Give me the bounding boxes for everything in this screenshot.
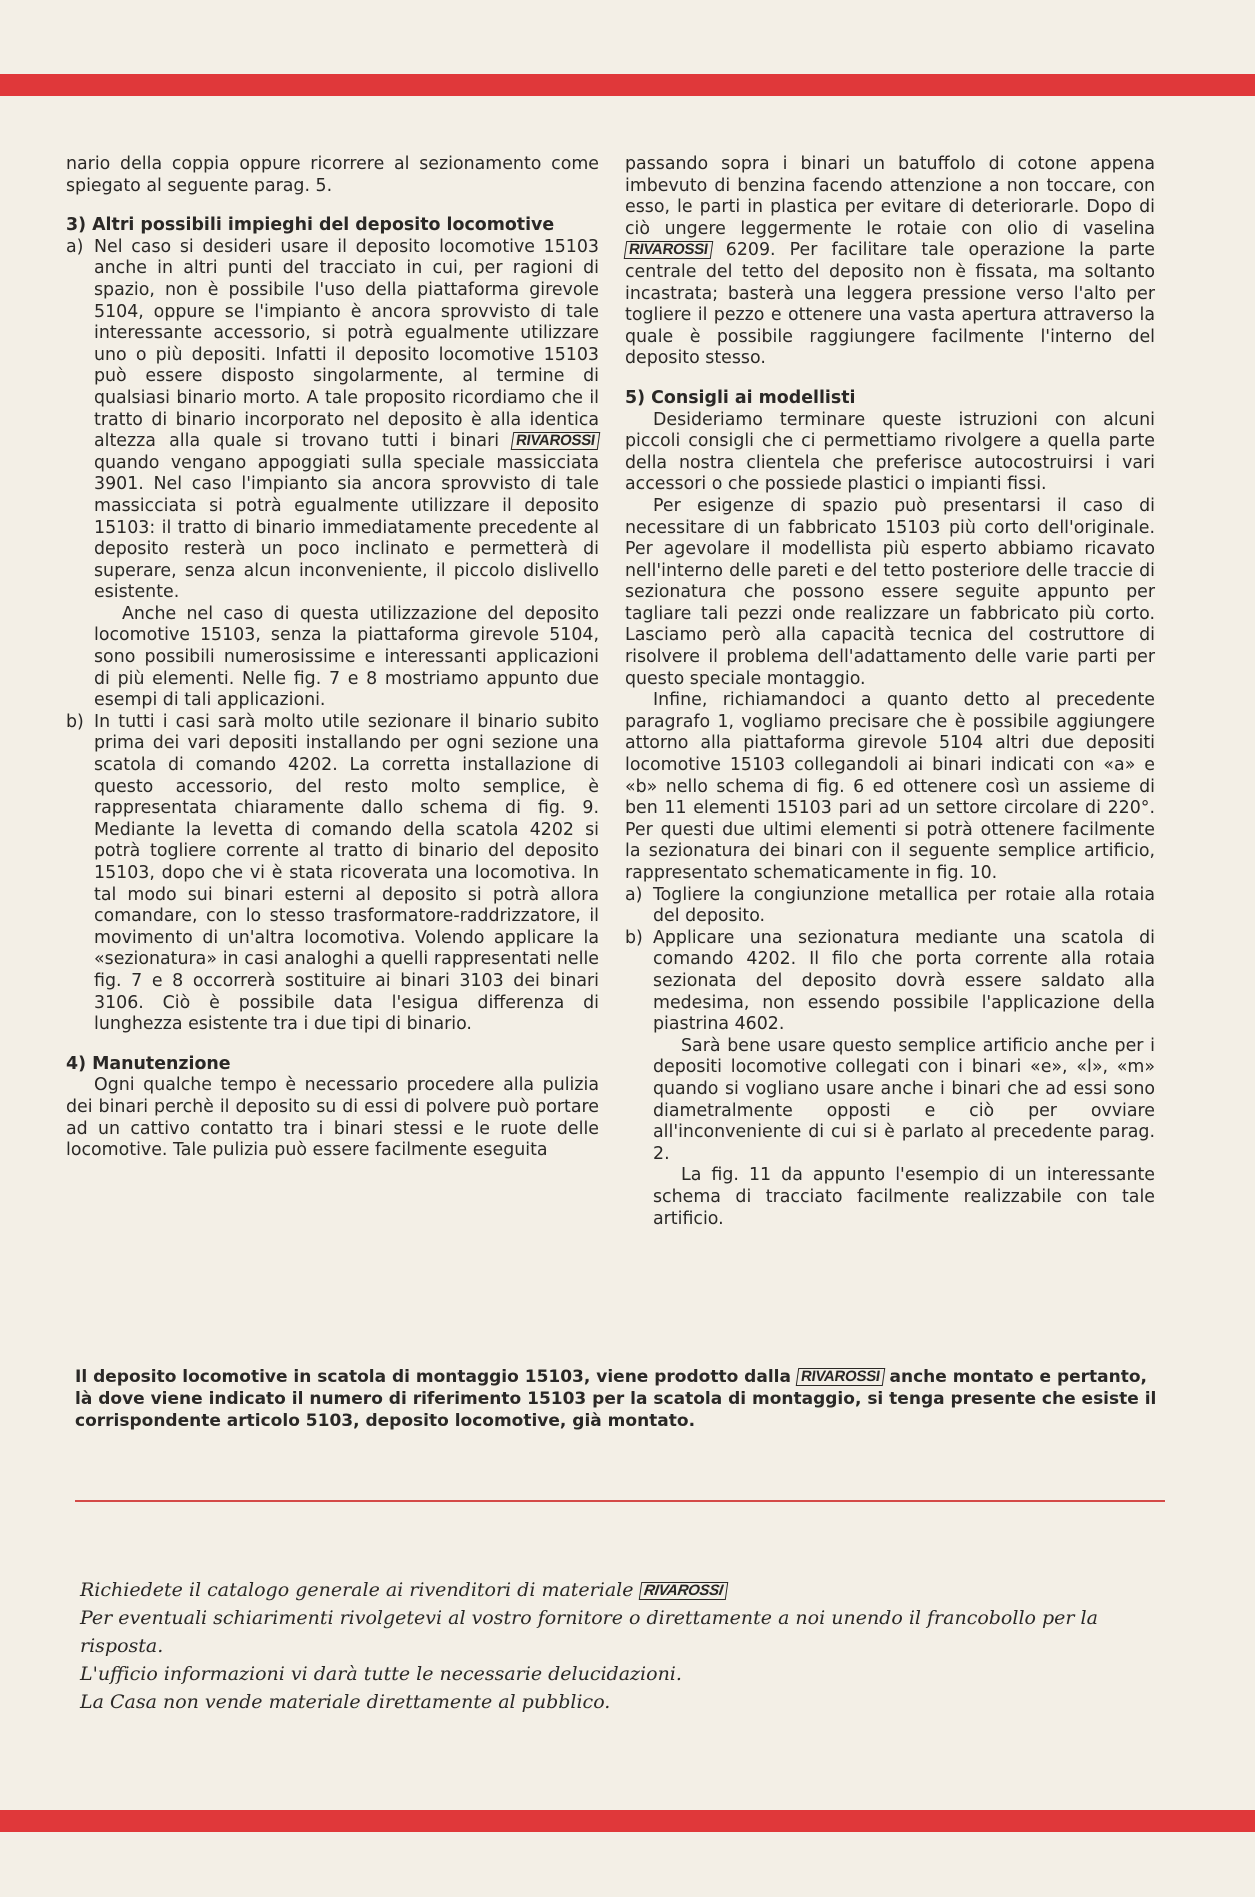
section-4-continued: passando sopra i binari un batuffolo di cotone appena imbevuto di benzina facendo attenzione a non toccare, con esso, le parti in plastica per evitare di deteriorarle. Dopo di ciò ungere leggermente le rotaie con olio di vaselina RIVAROSSI 6209. Per facilitare tale operazione la parte centrale del tetto del deposito non è fissata, ma soltanto incastrata; basterà una leggera pressione verso l'alto per togliere il pezzo e ottenere una vasta apertura attraverso la quale è possibile raggiungere facilmente l'interno del deposito stesso. xyxy=(625,154,1155,369)
rivarossi-logo: RIVAROSSI xyxy=(511,432,600,450)
item-b-marker: b) xyxy=(625,927,643,948)
right-column xyxy=(625,154,1155,1230)
top-red-band xyxy=(0,74,1255,96)
rivarossi-logo: RIVAROSSI xyxy=(624,241,713,259)
left-column xyxy=(66,154,599,1162)
footer-line-4: La Casa non vende materiale direttamente al pubblico. xyxy=(80,1691,611,1713)
section-3-item-b-text: In tutti i casi sarà molto utile sezionare il binario subito prima dei vari depositi installando per ogni sezione una scatola di comando 4202. La corretta installazione di questo accessorio, del resto molto semplice, è rappresentata chiaramente dallo schema di fig. 9. Mediante la levetta di comando della scatola 4202 si potrà togliere corrente al tratto di binario del deposito 15103, dopo che vi è stata ricoverata una locomotiva. In tal modo sui binari esterni al deposito si potrà allora comandare, con lo stesso trasformatore-raddrizzatore, il movimento di un'altra locomotiva. Volendo applicare la «sezionatura» in casi analoghi a quelli rappresentati nelle fig. 7 e 8 occorrerà sostituire ai binari 3103 dei binari 3106. Ciò è possibile data l'esigua differenza di lunghezza esistente tra i due tipi di binario. xyxy=(94,711,599,1035)
rivarossi-logo: RIVAROSSI xyxy=(796,1368,885,1386)
section-5-para5: La fig. 11 da appunto l'esempio di un interessante schema di tracciato facilmente realizzabile con tale artificio. xyxy=(653,1165,1155,1229)
section-5-para4: Sarà bene usare questo semplice artificio anche per i depositi locomotive collegati con i binari «e», «l», «m» quando si vogliano usare anche i binari che ad essi sono diametralmente opposti e ciò per ovviare all'inconveniente di cui si è parlato al precedente parag. 2. xyxy=(653,1035,1155,1164)
item-a-marker: a) xyxy=(66,236,84,257)
section-5-para2: Per esigenze di spazio può presentarsi il caso di necessitare di un fabbricato 15103 più corto dell'originale. Per agevolare il modellista più esperto abbiamo ricavato nell'interno delle pareti e del tetto posteriore delle traccie di sezionatura che possono essere seguite appunto per tagliare tali pezzi onde realizzare un fabbricato più corto. Lasciamo però alla capacità tecnica del costruttore di risolvere il problema dell'adattamento delle varie parti per questo speciale montaggio. xyxy=(625,495,1155,689)
rivarossi-logo: RIVAROSSI xyxy=(638,1582,727,1600)
footer-line-3: L'ufficio informazioni vi darà tutte le necessarie delucidazioni. xyxy=(80,1663,682,1685)
section-5-indented-block xyxy=(625,1036,1155,1230)
section-4-text: Ogni qualche tempo è necessario procedere alla pulizia dei binari perchè il deposito su di essi di polvere può portare ad un cattivo contatto tra i binari stessi e le ruote delle locomotive. Tale pulizia può essere facilmente eseguita xyxy=(66,1075,599,1161)
section-3-heading: 3) Altri possibili impieghi del deposito locomotive xyxy=(66,215,555,236)
bold-note: Il deposito locomotive in scatola di montaggio 15103, viene prodotto dalla RIVAROSSI anche montato e pertanto, là dove viene indicato il numero di riferimento 15103 per la scatola di montaggio, si tenga presente che esiste il corrispondente articolo 5103, deposito locomotive, già montato. xyxy=(75,1367,1157,1431)
intro-tail: nario della coppia oppure ricorrere al sezionamento come spiegato al seguente parag. 5. xyxy=(66,154,599,196)
section-5-para3: Infine, richiamandoci a quanto detto al precedente paragrafo 1, vogliamo precisare che è possibile aggiungere attorno alla piattaforma girevole 5104 altri due depositi locomotive 15103 collegandoli ai binari indicati con «a» e «b» nello schema di fig. 6 ed ottenere così un assieme di ben 11 elementi 15103 pari ad un settore circolare di 220°. Per questi due ultimi elementi si potrà ottenere facilmente la sezionatura dei binari con il seguente semplice artificio, rappresentato schematicamente in fig. 10. xyxy=(625,690,1155,883)
section-3-item-a xyxy=(66,237,599,712)
footer-notice xyxy=(80,1576,1165,1716)
section-3-item-a-text: Nel caso si desideri usare il deposito locomotive 15103 anche in altri punti del tracciato in cui, per ragioni di spazio, non è possibile l'uso della piattaforma girevole 5104, oppure se l'impianto è ancora sprovvisto di tale interessante accessorio, si potrà egualmente utilizzare uno o più depositi. Infatti il deposito locomotive 15103 può essere disposto singolarmente, al termine di qualsiasi binario morto. A tale proposito ricordiamo che il tratto di binario incorporato nel deposito è alla identica altezza alla quale si trovano tutti i binari RIVAROSSI quando vengano appoggiati sulla speciale massicciata 3901. Nel caso l'impianto sia ancora sprovvisto di tale massicciata si potrà egualmente utilizzare il deposito 15103: il tratto di binario immediatamente precedente al deposito resterà un poco inclinato e permetterà di superare, senza alcun inconveniente, il piccolo dislivello esistente. xyxy=(94,236,599,603)
section-5-item-b-text: Applicare una sezionatura mediante una scatola di comando 4202. Il filo che porta corrente alla rotaia sezionata del deposito dovrà essere saldato alla medesima, non essendo possibile l'applicazione della piastrina 4602. xyxy=(653,927,1155,1035)
item-a-marker: a) xyxy=(625,884,643,905)
footer-line-2: Per eventuali schiarimenti rivolgetevi al vostro fornitore o direttamente a noi unendo il francobollo per la risposta. xyxy=(80,1607,1098,1657)
section-3-item-b xyxy=(66,712,599,1036)
section-5-item-a xyxy=(625,885,1155,928)
bottom-red-band xyxy=(0,1810,1255,1832)
section-5-item-b xyxy=(625,928,1155,1036)
section-3-item-a-para2: Anche nel caso di questa utilizzazione del deposito locomotive 15103, senza la piattaforma girevole 5104, sono possibili numerosissime e interessanti applicazioni di più elementi. Nelle fig. 7 e 8 mostriamo appunto due esempi di tali applicazioni. xyxy=(94,603,599,711)
section-4-heading: 4) Manutenzione xyxy=(66,1053,231,1074)
section-5-para1: Desideriamo terminare queste istruzioni con alcuni piccoli consigli che ci permettiamo rivolgere a quella parte della nostra clientela che preferisce autocostruirsi i vari accessori o che possiede plastici o impianti fissi. xyxy=(625,409,1155,495)
red-divider-rule xyxy=(75,1500,1165,1502)
section-5-item-a-text: Togliere la congiunzione metallica per rotaie alla rotaia del deposito. xyxy=(653,884,1155,927)
section-5-heading: 5) Consigli ai modellisti xyxy=(625,387,856,408)
item-b-marker: b) xyxy=(66,711,84,732)
footer-line-1: Richiedete il catalogo generale ai rivenditori di materiale RIVAROSSI xyxy=(80,1576,1165,1604)
